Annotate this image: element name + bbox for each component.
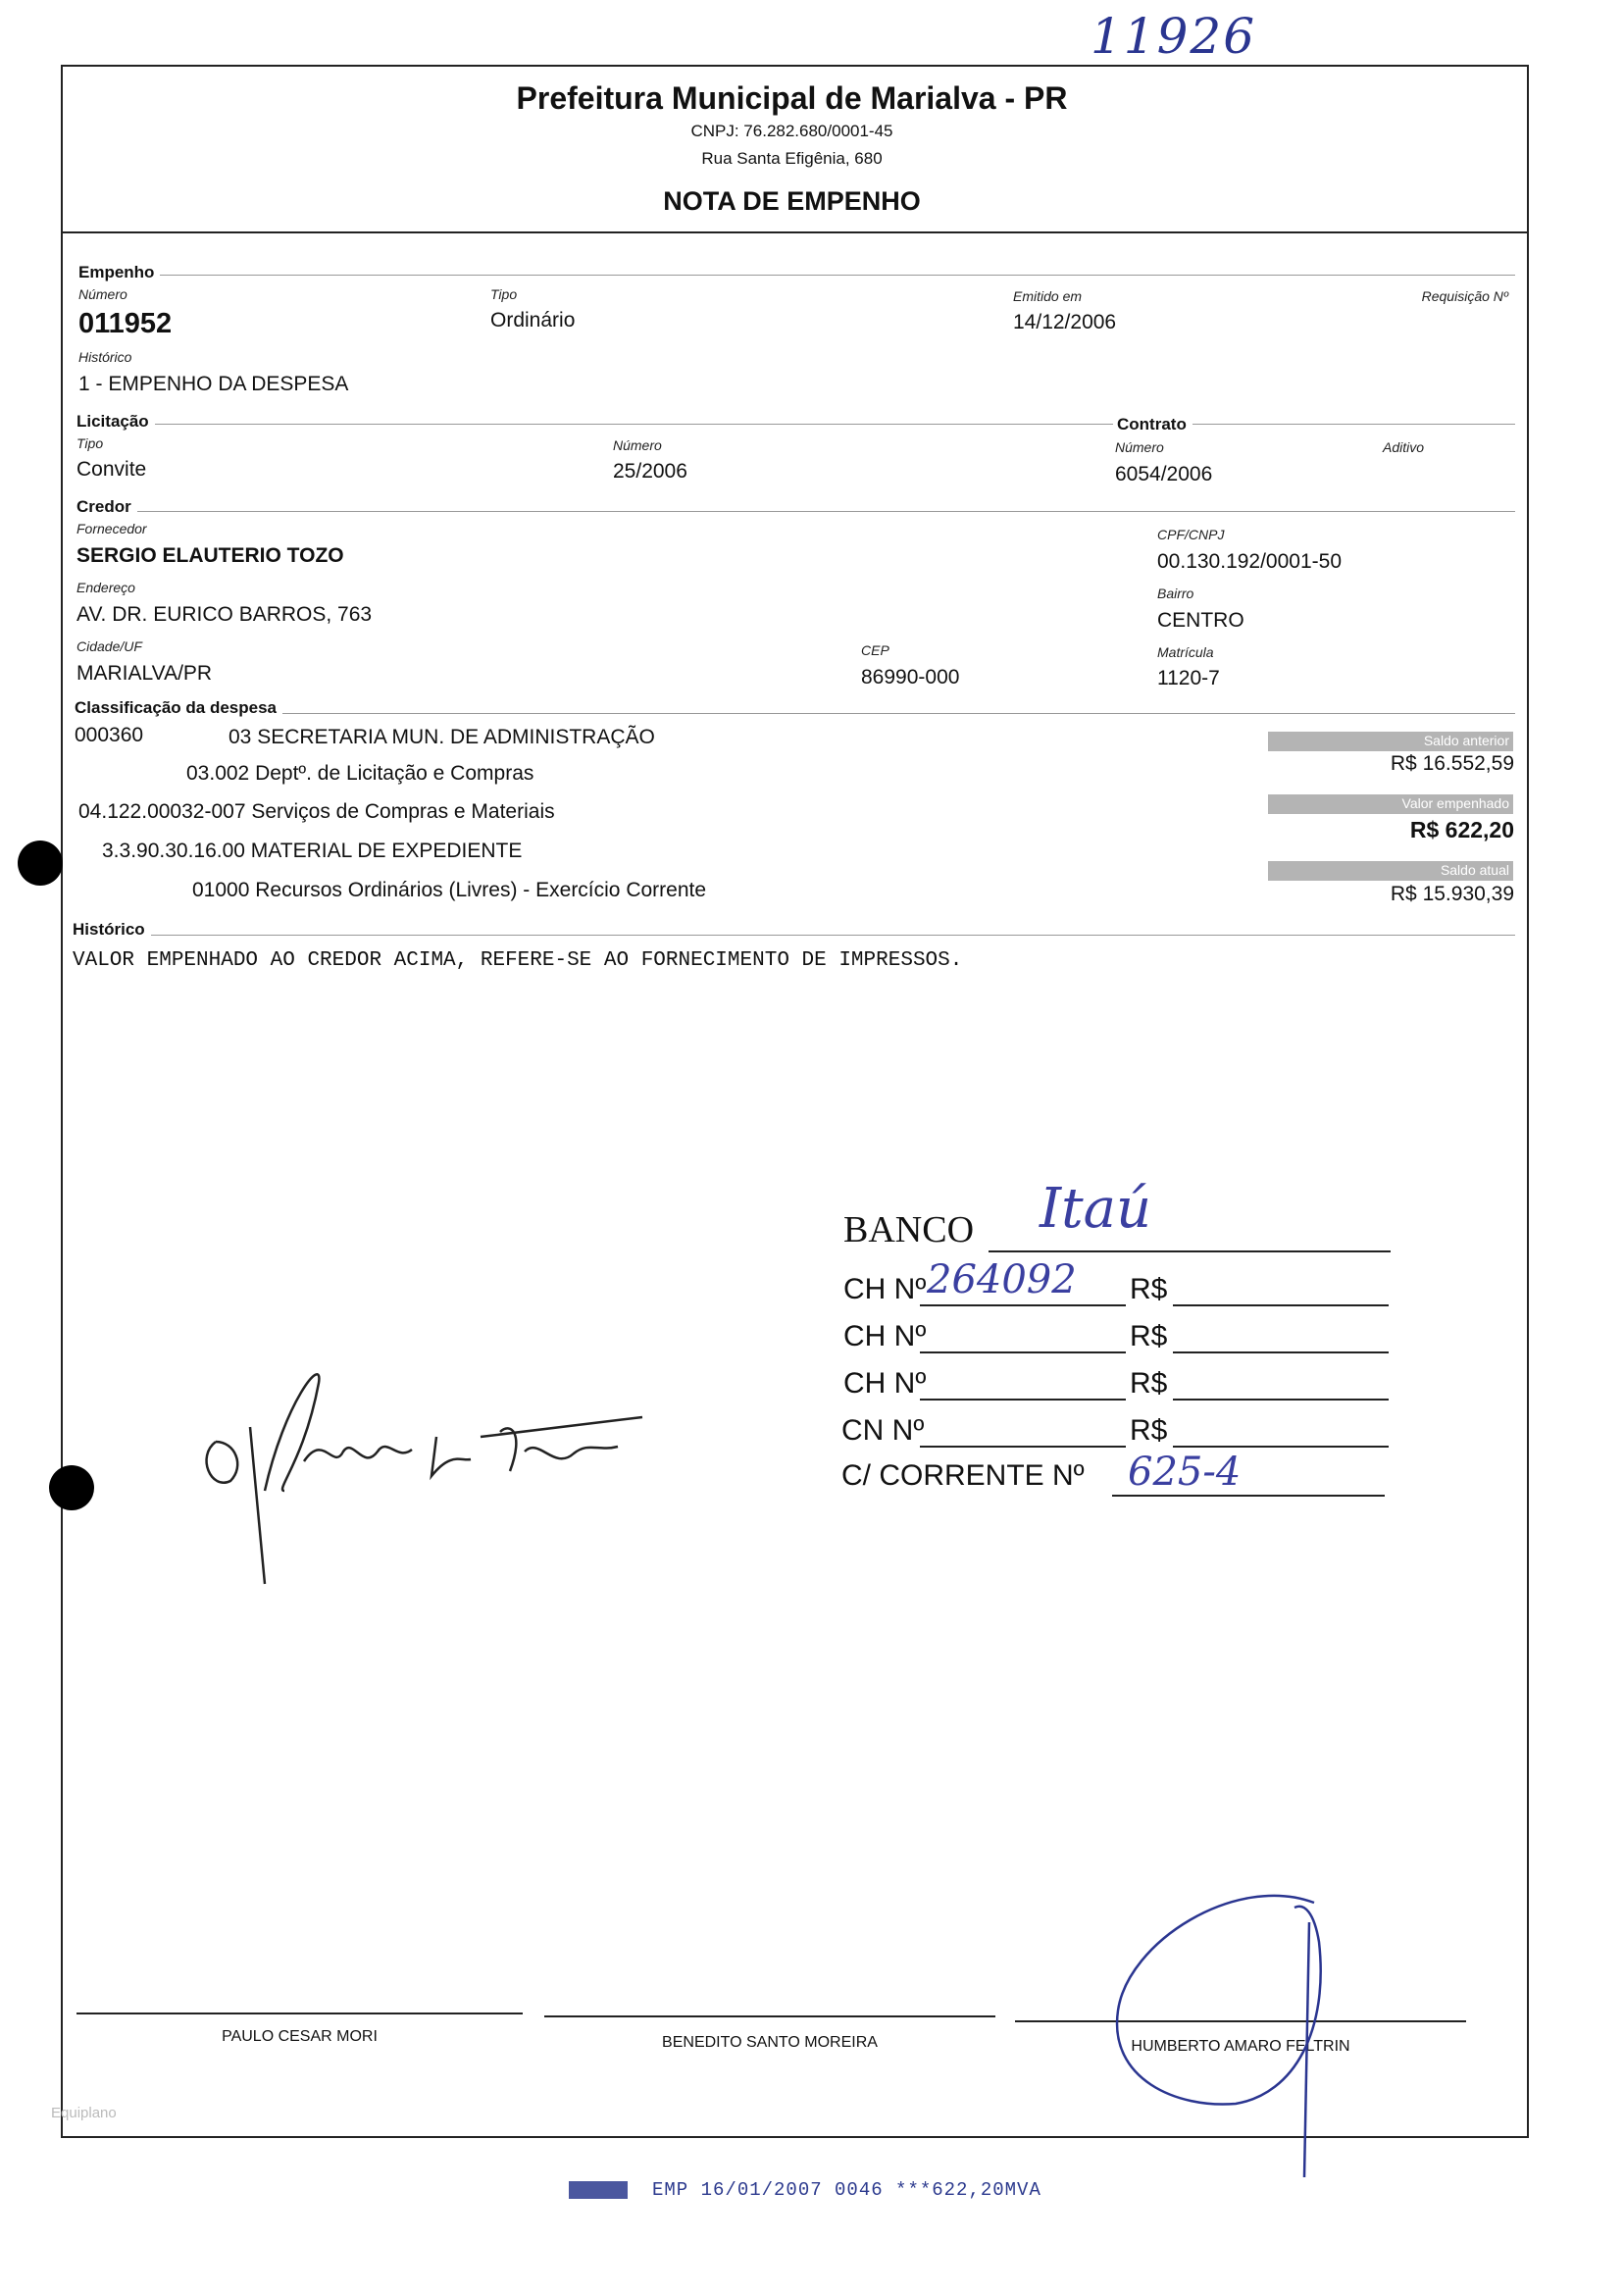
contrato-numero-label: Número <box>1115 439 1164 455</box>
classificacao-line4: 3.3.90.30.16.00 MATERIAL DE EXPEDIENTE <box>102 840 523 862</box>
classificacao-section-label: Classificação da despesa <box>75 698 282 718</box>
empenho-numero-label: Número <box>78 286 127 302</box>
rs1-underline <box>1173 1304 1389 1306</box>
licitacao-numero-label: Número <box>613 437 662 453</box>
licitacao-rule <box>78 424 1515 425</box>
cidade-value: MARIALVA/PR <box>76 662 213 685</box>
cn-label: CN Nº <box>841 1414 925 1447</box>
matricula-label: Matrícula <box>1157 644 1214 660</box>
contrato-section-label: Contrato <box>1113 415 1193 434</box>
handwritten-document-number: 11926 <box>1091 8 1257 65</box>
empenho-historico: 1 - EMPENHO DA DESPESA <box>78 373 349 395</box>
classificacao-line3: 04.122.00032-007 Serviços de Compras e Materiais <box>78 800 555 823</box>
banco-label: BANCO <box>843 1209 975 1250</box>
requisicao-label: Requisição Nº <box>1421 288 1508 304</box>
signature-name-1: PAULO CESAR MORI <box>222 2028 378 2045</box>
header-divider <box>61 231 1529 233</box>
rs3-underline <box>1173 1399 1389 1401</box>
empenho-tipo: Ordinário <box>490 309 576 331</box>
manager-signature <box>1098 1883 1353 2187</box>
classificacao-line5: 01000 Recursos Ordinários (Livres) - Exercício Corrente <box>192 879 707 901</box>
punch-hole-top <box>18 841 63 886</box>
bairro-label: Bairro <box>1157 586 1194 601</box>
saldo-atual-bar <box>1268 861 1513 881</box>
rs2-underline <box>1173 1351 1389 1353</box>
saldo-atual-label: Saldo atual <box>1440 862 1509 878</box>
signature-name-2: BENEDITO SANTO MOREIRA <box>662 2034 878 2051</box>
classificacao-rule <box>78 713 1515 714</box>
fornecedor-name: SERGIO ELAUTERIO TOZO <box>76 544 344 567</box>
historico-rule <box>78 935 1515 936</box>
emitido-label: Emitido em <box>1013 288 1083 304</box>
emitido-date: 14/12/2006 <box>1013 311 1117 333</box>
fornecedor-label: Fornecedor <box>76 521 147 536</box>
supplier-signature <box>186 1344 657 1589</box>
licitacao-section-label: Licitação <box>76 412 155 432</box>
empenho-tipo-label: Tipo <box>490 286 518 302</box>
ch2-label: CH Nº <box>843 1320 927 1352</box>
licitacao-tipo: Convite <box>76 458 147 481</box>
empenho-rule <box>78 275 1515 276</box>
signature-name-3: HUMBERTO AMARO FELTRIN <box>1131 2038 1350 2055</box>
historico-text: VALOR EMPENHADO AO CREDOR ACIMA, REFERE-SE AO FORNECIMENTO DE IMPRESSOS. <box>73 949 963 972</box>
saldo-anterior-value: R$ 16.552,59 <box>1390 752 1514 775</box>
org-title: Prefeitura Municipal de Marialva - PR <box>516 80 1068 116</box>
signature-line-2 <box>544 2015 995 2017</box>
empenho-historico-label: Histórico <box>78 349 132 365</box>
bairro-value: CENTRO <box>1157 609 1244 632</box>
document-title: NOTA DE EMPENHO <box>663 186 921 216</box>
endereco-value: AV. DR. EURICO BARROS, 763 <box>76 603 373 626</box>
cep-value: 86990-000 <box>861 666 960 688</box>
saldo-anterior-label: Saldo anterior <box>1423 733 1509 748</box>
cidade-label: Cidade/UF <box>76 638 142 654</box>
credor-rule <box>78 511 1515 512</box>
historico-section-label: Histórico <box>73 920 151 940</box>
punch-hole-bottom <box>49 1465 94 1510</box>
conta-corrente-value: 625-4 <box>1128 1450 1242 1495</box>
empenho-section-label: Empenho <box>78 263 160 282</box>
credor-section-label: Credor <box>76 497 137 517</box>
signature-line-1 <box>76 2013 523 2014</box>
cpf-cnpj-value: 00.130.192/0001-50 <box>1157 550 1343 573</box>
ch2-underline <box>920 1351 1126 1353</box>
matricula-value: 1120-7 <box>1157 667 1220 689</box>
rs2-label: R$ <box>1130 1320 1168 1352</box>
cep-label: CEP <box>861 642 889 658</box>
rs4-label: R$ <box>1130 1414 1168 1447</box>
licitacao-tipo-label: Tipo <box>76 435 104 451</box>
cpf-cnpj-label: CPF/CNPJ <box>1157 527 1225 542</box>
org-cnpj: CNPJ: 76.282.680/0001-45 <box>690 122 893 140</box>
rs4-underline <box>1173 1446 1389 1448</box>
conta-corrente-label: C/ CORRENTE Nº <box>841 1459 1085 1492</box>
licitacao-numero: 25/2006 <box>613 460 687 483</box>
conta-corrente-underline <box>1112 1495 1385 1497</box>
banco-underline <box>989 1250 1391 1252</box>
endereco-label: Endereço <box>76 580 135 595</box>
software-watermark: Equiplano <box>51 2105 117 2121</box>
banco-value: Itaú <box>1040 1177 1152 1241</box>
empenho-numero: 011952 <box>78 308 173 339</box>
classificacao-line1: 03 SECRETARIA MUN. DE ADMINISTRAÇÃO <box>228 726 655 748</box>
saldo-atual-value: R$ 15.930,39 <box>1390 883 1514 905</box>
rs1-label: R$ <box>1130 1273 1168 1305</box>
classificacao-line2: 03.002 Deptº. de Licitação e Compras <box>186 762 534 785</box>
rs3-label: R$ <box>1130 1367 1168 1400</box>
org-address: Rua Santa Efigênia, 680 <box>701 149 883 168</box>
ch1-value: 264092 <box>927 1257 1077 1302</box>
cn-underline <box>920 1446 1126 1448</box>
bank-stamp-marks <box>569 2181 628 2199</box>
ch1-underline <box>920 1304 1126 1306</box>
valor-empenhado-value: R$ 622,20 <box>1409 817 1514 842</box>
contrato-numero: 6054/2006 <box>1115 463 1213 485</box>
ch1-label: CH Nº <box>843 1273 927 1305</box>
ch3-label: CH Nº <box>843 1367 927 1400</box>
valor-empenhado-bar <box>1268 794 1513 814</box>
saldo-anterior-bar <box>1268 732 1513 751</box>
contrato-aditivo-label: Aditivo <box>1383 439 1425 455</box>
ch3-underline <box>920 1399 1126 1401</box>
valor-empenhado-label: Valor empenhado <box>1401 795 1509 811</box>
bank-auth-stamp: EMP 16/01/2007 0046 ***622,20MVA <box>652 2179 1041 2201</box>
classificacao-code: 000360 <box>75 724 144 746</box>
